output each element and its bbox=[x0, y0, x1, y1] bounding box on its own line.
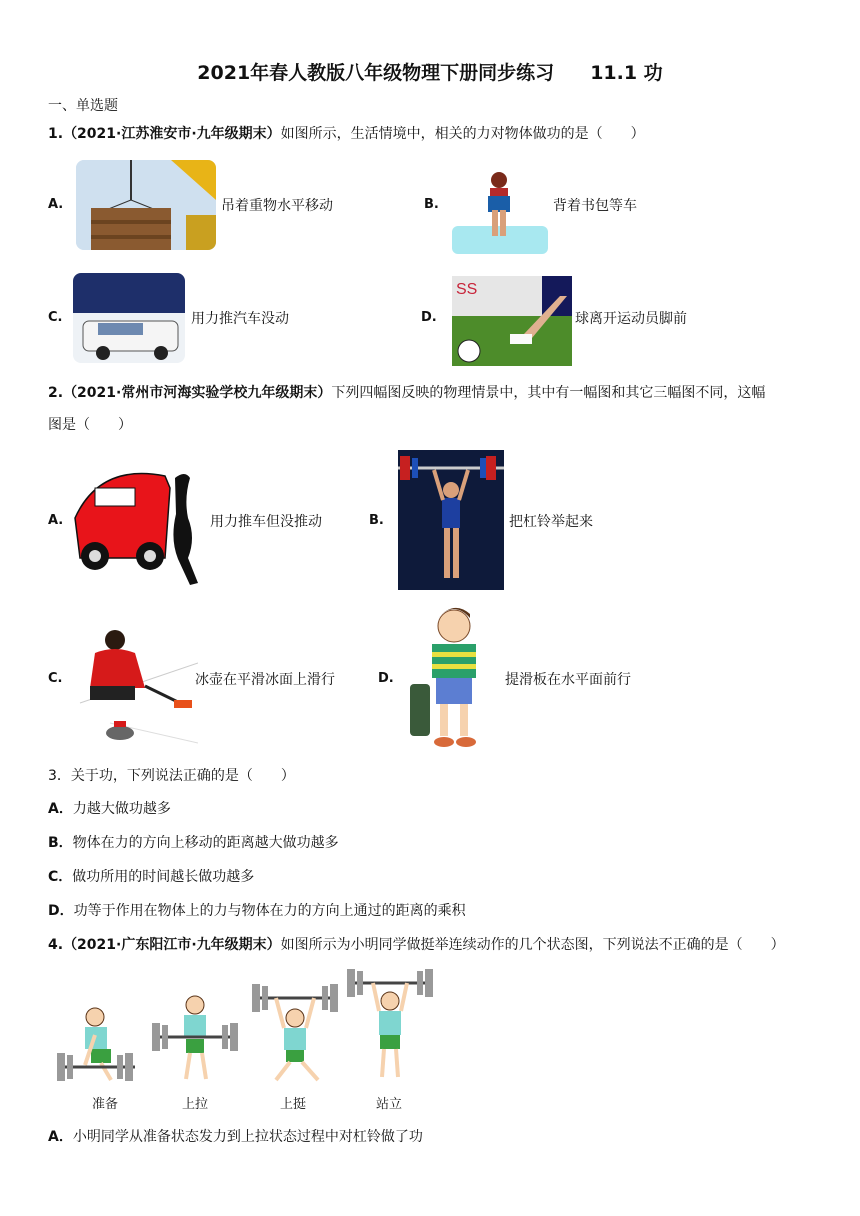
q3-option-d-text: 功等于作用在物体上的力与物体在力的方向上通过的距离的乘积 bbox=[73, 903, 466, 919]
q2-option-a-text: 用力推车但没推动 bbox=[210, 514, 322, 530]
q2-text-line2: 图是（ ） bbox=[48, 417, 132, 433]
q2-option-c-image bbox=[70, 608, 198, 748]
q4-caption-jerk: 上挺 bbox=[279, 1097, 306, 1112]
q2-option-b-text: 把杠铃举起来 bbox=[509, 514, 593, 530]
q3-option-d[interactable] bbox=[48, 900, 466, 920]
q2-option-b-image bbox=[398, 450, 504, 590]
q4-caption-prepare: 准备 bbox=[91, 1097, 118, 1112]
q3-option-a[interactable] bbox=[48, 798, 171, 818]
q4-option-a[interactable] bbox=[48, 1126, 423, 1146]
q1-option-a-letter[interactable]: A. bbox=[48, 197, 64, 212]
q4-source: （2021·广东阳江市·九年级期末） bbox=[63, 937, 281, 953]
q1-text: 如图所示，生活情境中，相关的力对物体做功的是（ ） bbox=[280, 126, 645, 142]
page-title bbox=[0, 58, 860, 85]
q1-option-a-text: 吊着重物水平移动 bbox=[221, 198, 333, 214]
q4-figure-pull bbox=[150, 995, 240, 1085]
q3-option-b-text: 物体在力的方向上移动的距离越大做功越多 bbox=[72, 835, 339, 851]
q2-text-line1: 下列四幅图反映的物理情景中，其中有一幅图和其它三幅图不同，这幅 bbox=[331, 385, 766, 401]
q1-option-d-image bbox=[452, 276, 572, 366]
q2-option-b-letter[interactable]: B. bbox=[369, 513, 384, 528]
question-3-stem: 3．关于功，下列说法正确的是（ ） bbox=[48, 768, 295, 784]
q2-option-d-letter[interactable]: D. bbox=[378, 671, 394, 686]
q2-option-d-image bbox=[404, 604, 500, 750]
q1-number: 1. bbox=[48, 126, 64, 142]
q4-option-a-letter: A． bbox=[48, 1129, 73, 1145]
q2-option-a-image bbox=[70, 458, 208, 590]
section-heading: 一、单选题 bbox=[48, 98, 118, 114]
q1-option-b-text: 背着书包等车 bbox=[553, 198, 637, 214]
q2-source: （2021·常州市河海实验学校九年级期末） bbox=[63, 385, 332, 401]
q2-number: 2. bbox=[48, 385, 64, 401]
q1-option-d-letter[interactable]: D. bbox=[421, 310, 437, 325]
title-main: 2021年春人教版八年级物理下册同步练习 bbox=[197, 62, 555, 84]
q4-caption-pull: 上拉 bbox=[181, 1097, 208, 1112]
q4-caption-stand: 站立 bbox=[375, 1097, 402, 1112]
question-2-stem bbox=[48, 382, 765, 402]
q3-option-b-letter: B． bbox=[48, 835, 73, 851]
question-1-stem bbox=[48, 123, 645, 143]
q1-source: （2021·江苏淮安市·九年级期末） bbox=[63, 126, 281, 142]
q4-figure-jerk bbox=[250, 980, 340, 1085]
svg-text:SS: SS bbox=[456, 281, 478, 298]
q2-option-c-text: 冰壶在平滑冰面上滑行 bbox=[195, 672, 335, 688]
q4-number: 4. bbox=[48, 937, 64, 953]
q3-option-d-letter: D． bbox=[48, 903, 74, 919]
q1-option-b-letter[interactable]: B. bbox=[424, 197, 439, 212]
q2-option-d-text: 提滑板在水平面前行 bbox=[505, 672, 631, 688]
q3-option-c-text: 做功所用的时间越长做功越多 bbox=[72, 869, 255, 885]
q1-option-b-image bbox=[452, 168, 548, 254]
q3-option-b[interactable] bbox=[48, 832, 339, 852]
q4-figure-stand bbox=[345, 965, 435, 1085]
q1-option-c-letter[interactable]: C. bbox=[48, 310, 63, 325]
q4-figure-prepare bbox=[55, 1005, 145, 1085]
q4-option-a-text: 小明同学从准备状态发力到上拉状态过程中对杠铃做了功 bbox=[72, 1129, 423, 1145]
q2-option-a-letter[interactable]: A. bbox=[48, 513, 64, 528]
title-sub: 11.1 功 bbox=[590, 62, 663, 84]
q3-option-c[interactable] bbox=[48, 866, 254, 886]
q1-option-a-image bbox=[76, 160, 216, 250]
q2-option-c-letter[interactable]: C. bbox=[48, 671, 63, 686]
q4-text: 如图所示为小明同学做挺举连续动作的几个状态图，下列说法不正确的是（ ） bbox=[280, 937, 785, 953]
q3-option-c-letter: C． bbox=[48, 869, 73, 885]
question-4-stem bbox=[48, 934, 785, 954]
q1-option-c-text: 用力推汽车没动 bbox=[191, 311, 289, 327]
q1-option-d-text: 球离开运动员脚前 bbox=[575, 311, 687, 327]
q3-option-a-letter: A． bbox=[48, 801, 73, 817]
q1-option-c-image bbox=[73, 273, 185, 363]
q3-option-a-text: 力越大做功越多 bbox=[72, 801, 171, 817]
